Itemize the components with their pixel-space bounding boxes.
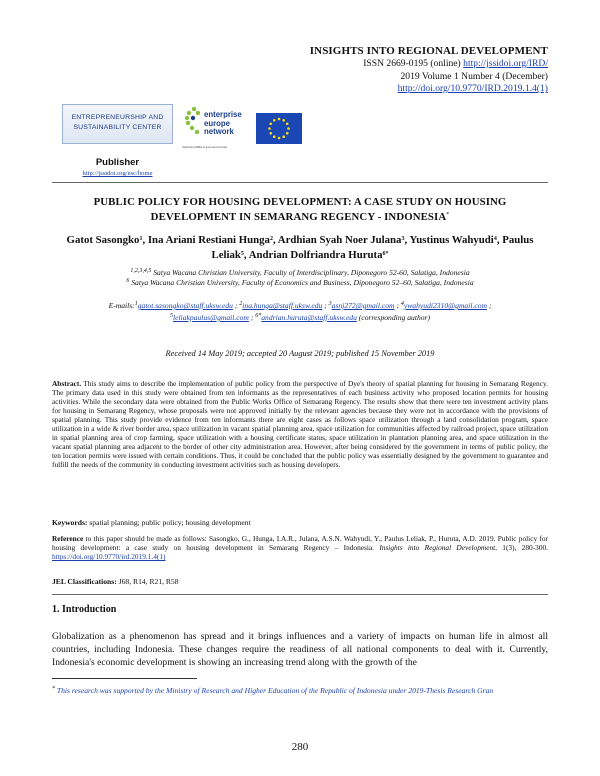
een-tagline: Supporting SMEs to grow and innovate — [182, 146, 227, 149]
citation-doi-link[interactable]: https://doi.org/10.9770/ird.2019.1.4(1) — [52, 552, 166, 562]
journal-url-link[interactable]: http://jssidoi.org/IRD/ — [463, 58, 548, 69]
citation-reference: Reference to this paper should be made as follows: Sasongko, G., Hunga, I.A.R., Julana, A.S.N. Wahyudi, Y., Paulus Leliak, P., Huruta, A.D. 2019. Public policy for housing development: a case study on housing development in Semarang Regency – Indonesia. Insights into Regional Development, 1(3), 280-300. https://doi.org/10.9770/ird.2019.1.4(1) — [52, 534, 548, 562]
esc-logo — [62, 104, 173, 144]
email-link[interactable]: leliakpaulus@gmail.com — [172, 313, 249, 322]
section-heading: 1. Introduction — [52, 604, 117, 615]
affiliation: $^{1,2,3,4,5}$ Satya Wacana Christian University, Faculty of Interdisciplinary, Diponegoro 52-60, Salatiga, Indonesia — [130, 268, 470, 277]
journal-title: INSIGHTS INTO REGIONAL DEVELOPMENT — [309, 45, 548, 57]
abstract-label: Abstract. — [52, 379, 82, 388]
author: Paulus Leliak$^5$, — [211, 234, 534, 261]
abstract — [52, 379, 548, 469]
keywords: Keywords: spatial planning; public policy; housing development — [52, 518, 251, 527]
header-rule — [52, 182, 548, 183]
footnote: * This research was supported by the Ministry of Research and Higher Education of the Republic of Indonesia under 2019-Thesis Research Gran — [52, 686, 494, 695]
title-footnote-mark: * — [446, 212, 450, 218]
email-link[interactable]: ina.hunga@staff.uksw.edu — [242, 301, 323, 310]
author: Andrian Dolfriandra Huruta$^{6*}$ — [248, 248, 389, 261]
footnote-rule — [52, 678, 197, 679]
journal-volume: 2019 Volume 1 Number 4 (December) — [400, 70, 548, 82]
received-dates: Received 14 May 2019; accepted 20 August 2019; published 15 November 2019 — [165, 349, 435, 358]
affiliation: $^6$ Satya Wacana Christian University, Faculty of Economics and Business, Diponegoro 52–60, Salatiga, Indonesia — [126, 278, 474, 287]
author: Yustinus Wahyudi$^4$, — [409, 234, 503, 246]
doi-link[interactable]: http://doi.org/10.9770/IRD.2019.1.4(1) — [397, 83, 548, 95]
esc-logo-line2: SUSTAINABILITY CENTER — [73, 124, 162, 131]
publisher-link[interactable]: http://jssidoi.org/esc/home — [82, 170, 153, 177]
publisher-label: Publisher — [95, 157, 140, 168]
author-list — [52, 233, 548, 262]
eu-flag-logo — [256, 113, 302, 144]
journal-issn: ISSN 2669-0195 (online) http://jssidoi.org/IRD/ — [363, 58, 548, 69]
author: Ardhian Syah Noer Julana$^3$, — [277, 234, 410, 246]
email-link[interactable]: ywahyudi2310@gmail.com — [403, 301, 487, 310]
abstract-text: This study aims to describe the implementation of public policy from the perspective of Dye's theory of spatial planning for housing in Semarang Regency. The primary data used in this study were obtained from ten informants as the representatives of each business activity who proposed location permits for housing activities. While the secondary data were obtained from the Public Works Office of Semarang Regency. The results show that there were ten investment activity plans for housing in Semarang Regency, whose proposals were not approved initially by the relevant agencies because they were not in accordance with the provisions of spatial planning. This study provide evidence from ten informants there are eight cases as follows space utilization through a land consolidation program, space utilization in a wide & river border area, space utilization in vacant spatial planning area, space utilization for communities affected by railroad project, space utilization in spatial planning area of crop farming, space utilization with a housing certificate status, space utilization in plantation planning area, and space utilization in the vacant spatial planning area adjacent to the border of other city administration area. However, after being considered by the government in terms of public policy, the ten location permits were issued with certain conditions. Thus, it could be concluded that the public policy was essentially designed by the government to guarantee and fulfill the needs of the community in conducting investment activities such as housing developers. — [52, 379, 548, 470]
email-link[interactable]: andrian.huruta@staff.uksw.edu — [261, 313, 357, 322]
section-rule — [52, 594, 548, 595]
emails: E-mails:$^1$gatot.sasongko@staff.uksw.edu ; $^2$ina.hunga@staff.uksw.edu ; $^3$asnj272@gmail.com ; $^4$ywahyudi2310@gmail.com ; $^5$leliakpaulus@gmail.com ; $^{6*}$andrian.huruta@staff.uksw.edu (corresponding author) — [108, 301, 492, 322]
journal-header — [248, 45, 548, 96]
page-number: 280 — [291, 741, 309, 753]
author: Gatot Sasongko$^1$, — [66, 234, 148, 246]
intro-paragraph: Globalization as a phenomenon has spread and it brings influences and a variety of impacts on human life in almost all countries, including Indonesia. These changes require the readiness of all national components to deal with it. Currently, Indonesia's economic development is showing an increasing trend along with the growth of the — [52, 631, 548, 668]
paper-title: PUBLIC POLICY FOR HOUSING DEVELOPMENT: A CASE STUDY ON HOUSING DEVELOPMENT IN SEMARANG REGENCY - INDONESIA* — [93, 196, 507, 223]
author: Ina Ariani Restiani Hunga$^2$, — [147, 234, 278, 246]
een-logo — [182, 100, 246, 152]
eu-stars-icon — [256, 113, 302, 144]
email-link[interactable]: asnj272@gmail.com — [331, 301, 395, 310]
jel-classifications: JEL Classifications: J68, R14, R21, R58 — [52, 577, 179, 586]
een-logo-text: enterprise europe network — [204, 110, 242, 136]
email-link[interactable]: gatot.sasongko@staff.uksw.edu — [137, 301, 233, 310]
esc-logo-line1: ENTREPRENEURSHIP AND — [71, 114, 164, 121]
